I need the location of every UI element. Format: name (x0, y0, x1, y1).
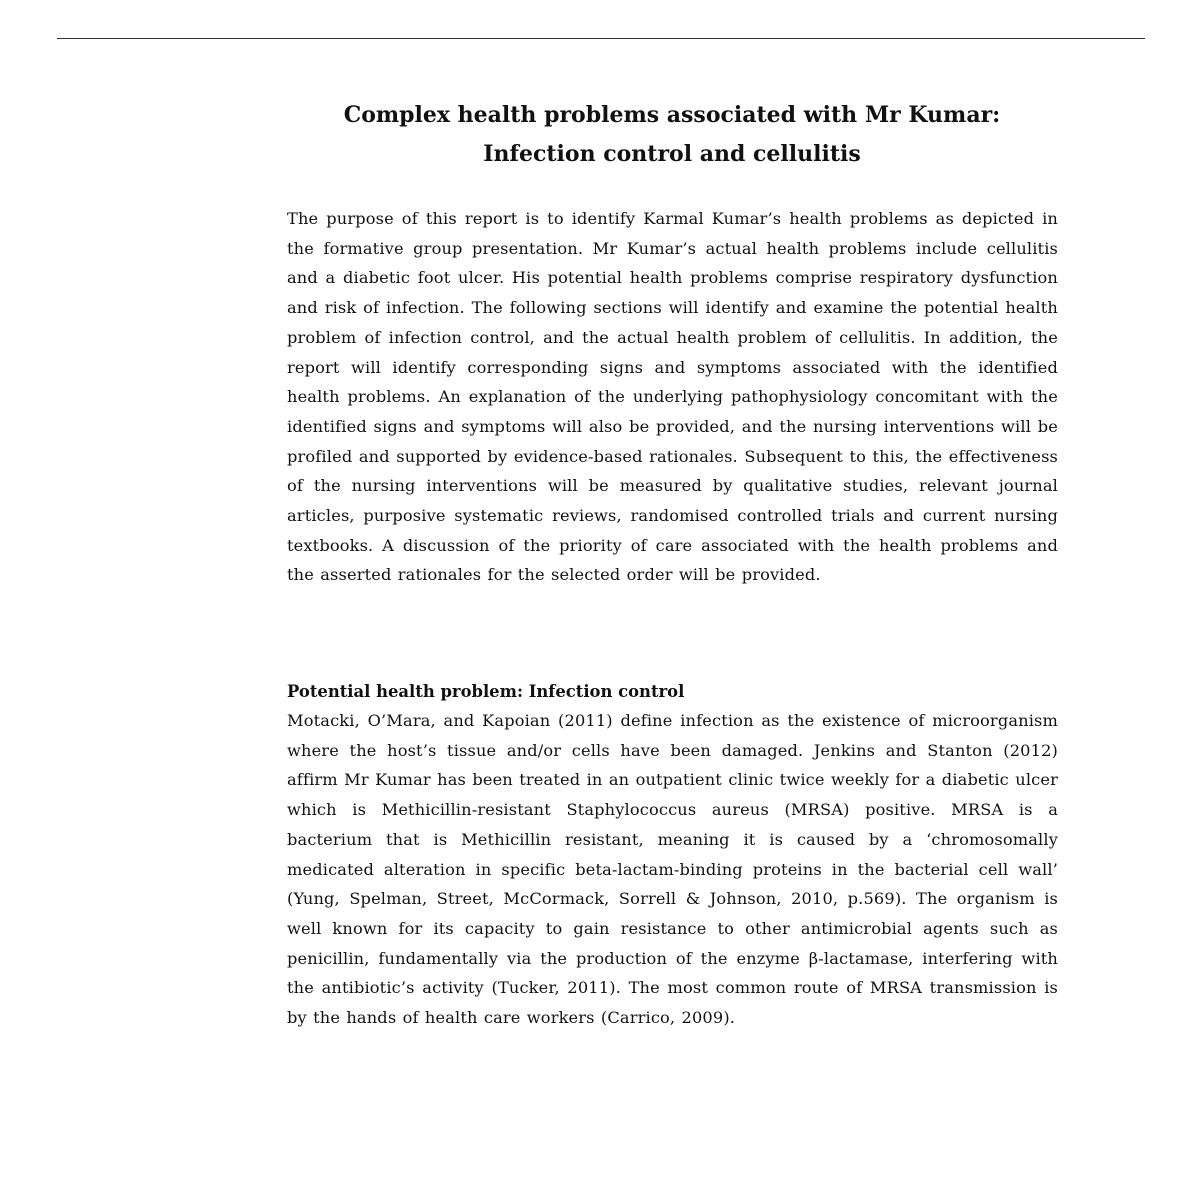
document-title (287, 96, 1057, 174)
header-rule (57, 38, 1145, 39)
intro-paragraph: The purpose of this report is to identify Karmal Kumar’s health problems as depicted in the formative group presentation. Mr Kumar’s actual health problems include cellulitis and a diabetic foot ulcer. His potential health problems comprise respiratory dysfunction and risk of infection. The following sections will identify and examine the potential health problem of infection control, and the actual health problem of cellulitis. In addition, the report will identify corresponding signs and symptoms associated with the identified health problems. An explanation of the underlying pathophysiology concomitant with the identified signs and symptoms will also be provided, and the nursing interventions will be profiled and supported by evidence-based rationales. Subsequent to this, the effectiveness of the nursing interventions will be measured by qualitative studies, relevant journal articles, purposive systematic reviews, randomised controlled trials and current nursing textbooks. A discussion of the priority of care associated with the health problems and the asserted rationales for the selected order will be provided. (287, 209, 1058, 585)
infection-control-paragraph: Motacki, O’Mara, and Kapoian (2011) define infection as the existence of microorganism where the host’s tissue and/or cells have been damaged. Jenkins and Stanton (2012) affirm Mr Kumar has been treated in an outpatient clinic twice weekly for a diabetic ulcer which is Methicillin-resistant Staphylococcus aureus (MRSA) positive. MRSA is a bacterium that is Methicillin resistant, meaning it is caused by a ‘chromosomally medicated alteration in specific beta-lactam-binding proteins in the bacterial cell wall’ (Yung, Spelman, Street, McCormack, Sorrell & Johnson, 2010, p.569). The organism is well known for its capacity to gain resistance to other antimicrobial agents such as penicillin, fundamentally via the production of the enzyme β-lactamase, interfering with the antibiotic’s activity (Tucker, 2011). The most common route of MRSA transmission is by the hands of health care workers (Carrico, 2009). (287, 711, 1058, 1028)
section-heading-infection-control: Potential health problem: Infection control (287, 682, 685, 701)
title-line-1: Complex health problems associated with Mr Kumar: (343, 102, 1001, 128)
title-line-2: Infection control and cellulitis (483, 141, 861, 167)
